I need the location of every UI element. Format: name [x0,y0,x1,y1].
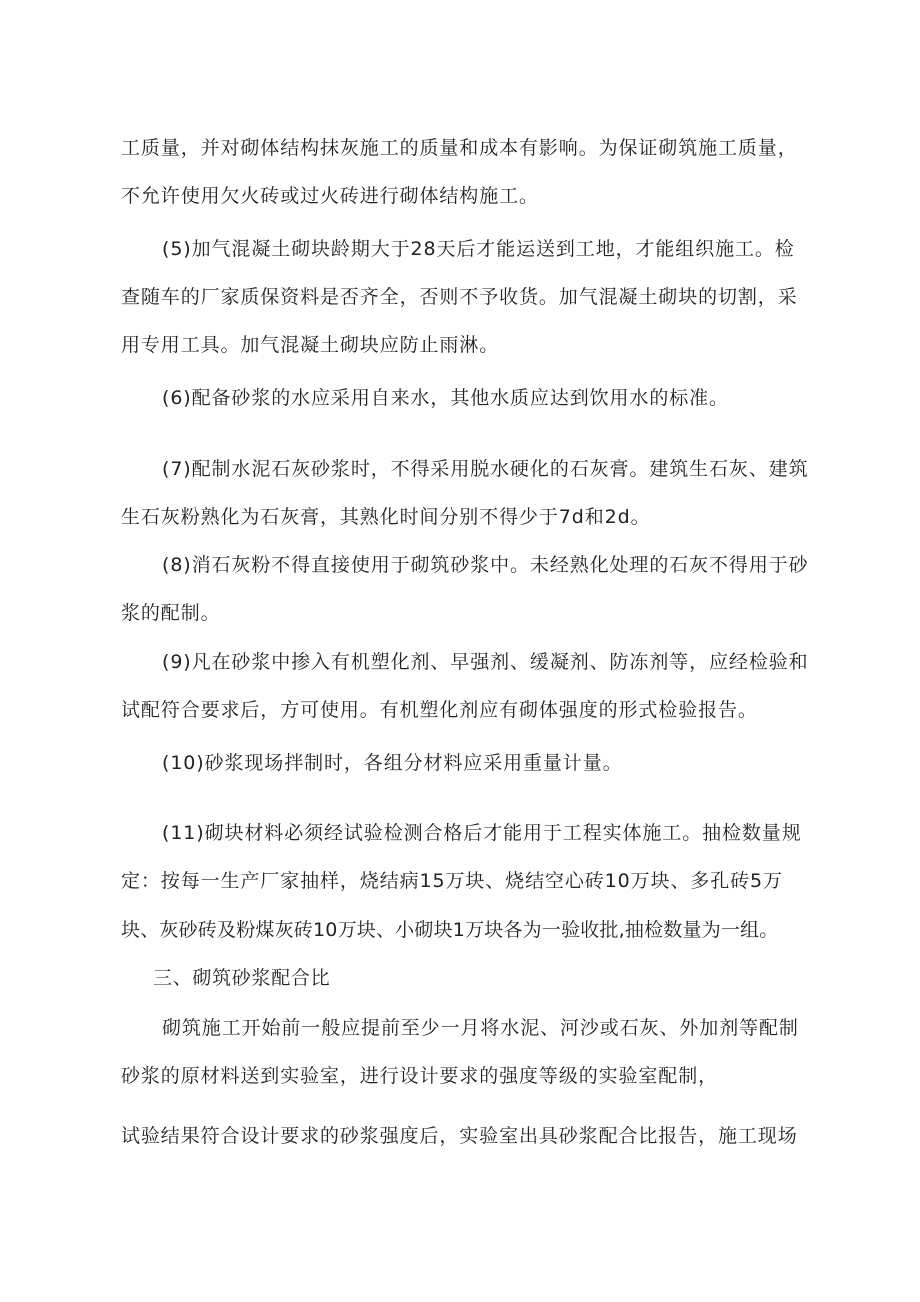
list-item-5-line: 用专用工具。加气混凝土砌块应防止雨淋。 [121,334,500,356]
list-item-8-line: (8)消石灰粉不得直接使用于砌筑砂浆中。未经熟化处理的石灰不得用于砂 [162,554,809,576]
list-item-11-line: 块、灰砂砖及粉煤灰砖10万块、小砌块1万块各为一验收批,抽检数量为一组。 [121,919,779,941]
paragraph-line: 砂浆的原材料送到实验室，进行设计要求的强度等级的实验室配制， [121,1065,719,1087]
text-line: 工质量，并对砌体结构抹灰施工的质量和成本有影响。为保证砌筑施工质量， [121,137,798,159]
list-item-6-line: (6)配备砂浆的水应采用自来水，其他水质应达到饮用水的标准。 [162,387,729,409]
list-item-8-line: 浆的配制。 [121,602,221,624]
list-item-11-line: 定：按每一生产厂家抽样，烧结病15万块、烧结空心砖10万块、多孔砖5万 [121,870,783,892]
paragraph-line: 试验结果符合设计要求的砂浆强度后，实验室出具砂浆配合比报告，施工现场 [121,1125,798,1147]
list-item-9-line: 试配符合要求后，方可使用。有机塑化剂应有砌体强度的形式检验报告。 [121,699,758,721]
paragraph-line: 砌筑施工开始前一般应提前至少一月将水泥、河沙或石灰、外加剂等配制 [162,1017,799,1039]
list-item-5-line: (5)加气混凝土砌块龄期大于28天后才能运送到工地，才能组织施工。检 [162,238,795,260]
list-item-11-line: (11)砌块材料必须经试验检测合格后才能用于工程实体施工。抽检数量规 [162,822,802,844]
list-item-7-line: 生石灰粉熟化为石灰膏，其熟化时间分别不得少于7d和2d。 [121,506,651,528]
text-line: 不允许使用欠火砖或过火砖进行砌体结构施工。 [121,185,539,207]
list-item-10-line: (10)砂浆现场拌制时，各组分材料应采用重量计量。 [162,752,623,774]
list-item-9-line: (9)凡在砂浆中掺入有机塑化剂、早强剂、缓凝剂、防冻剂等，应经检验和 [162,651,809,673]
section-heading: 三、砌筑砂浆配合比 [153,967,331,989]
list-item-7-line: (7)配制水泥石灰砂浆时，不得采用脱水硬化的石灰膏。建筑生石灰、建筑 [162,458,809,480]
list-item-5-line: 查随车的厂家质保资料是否齐全，否则不予收货。加气混凝土砌块的切割，采 [121,286,798,308]
